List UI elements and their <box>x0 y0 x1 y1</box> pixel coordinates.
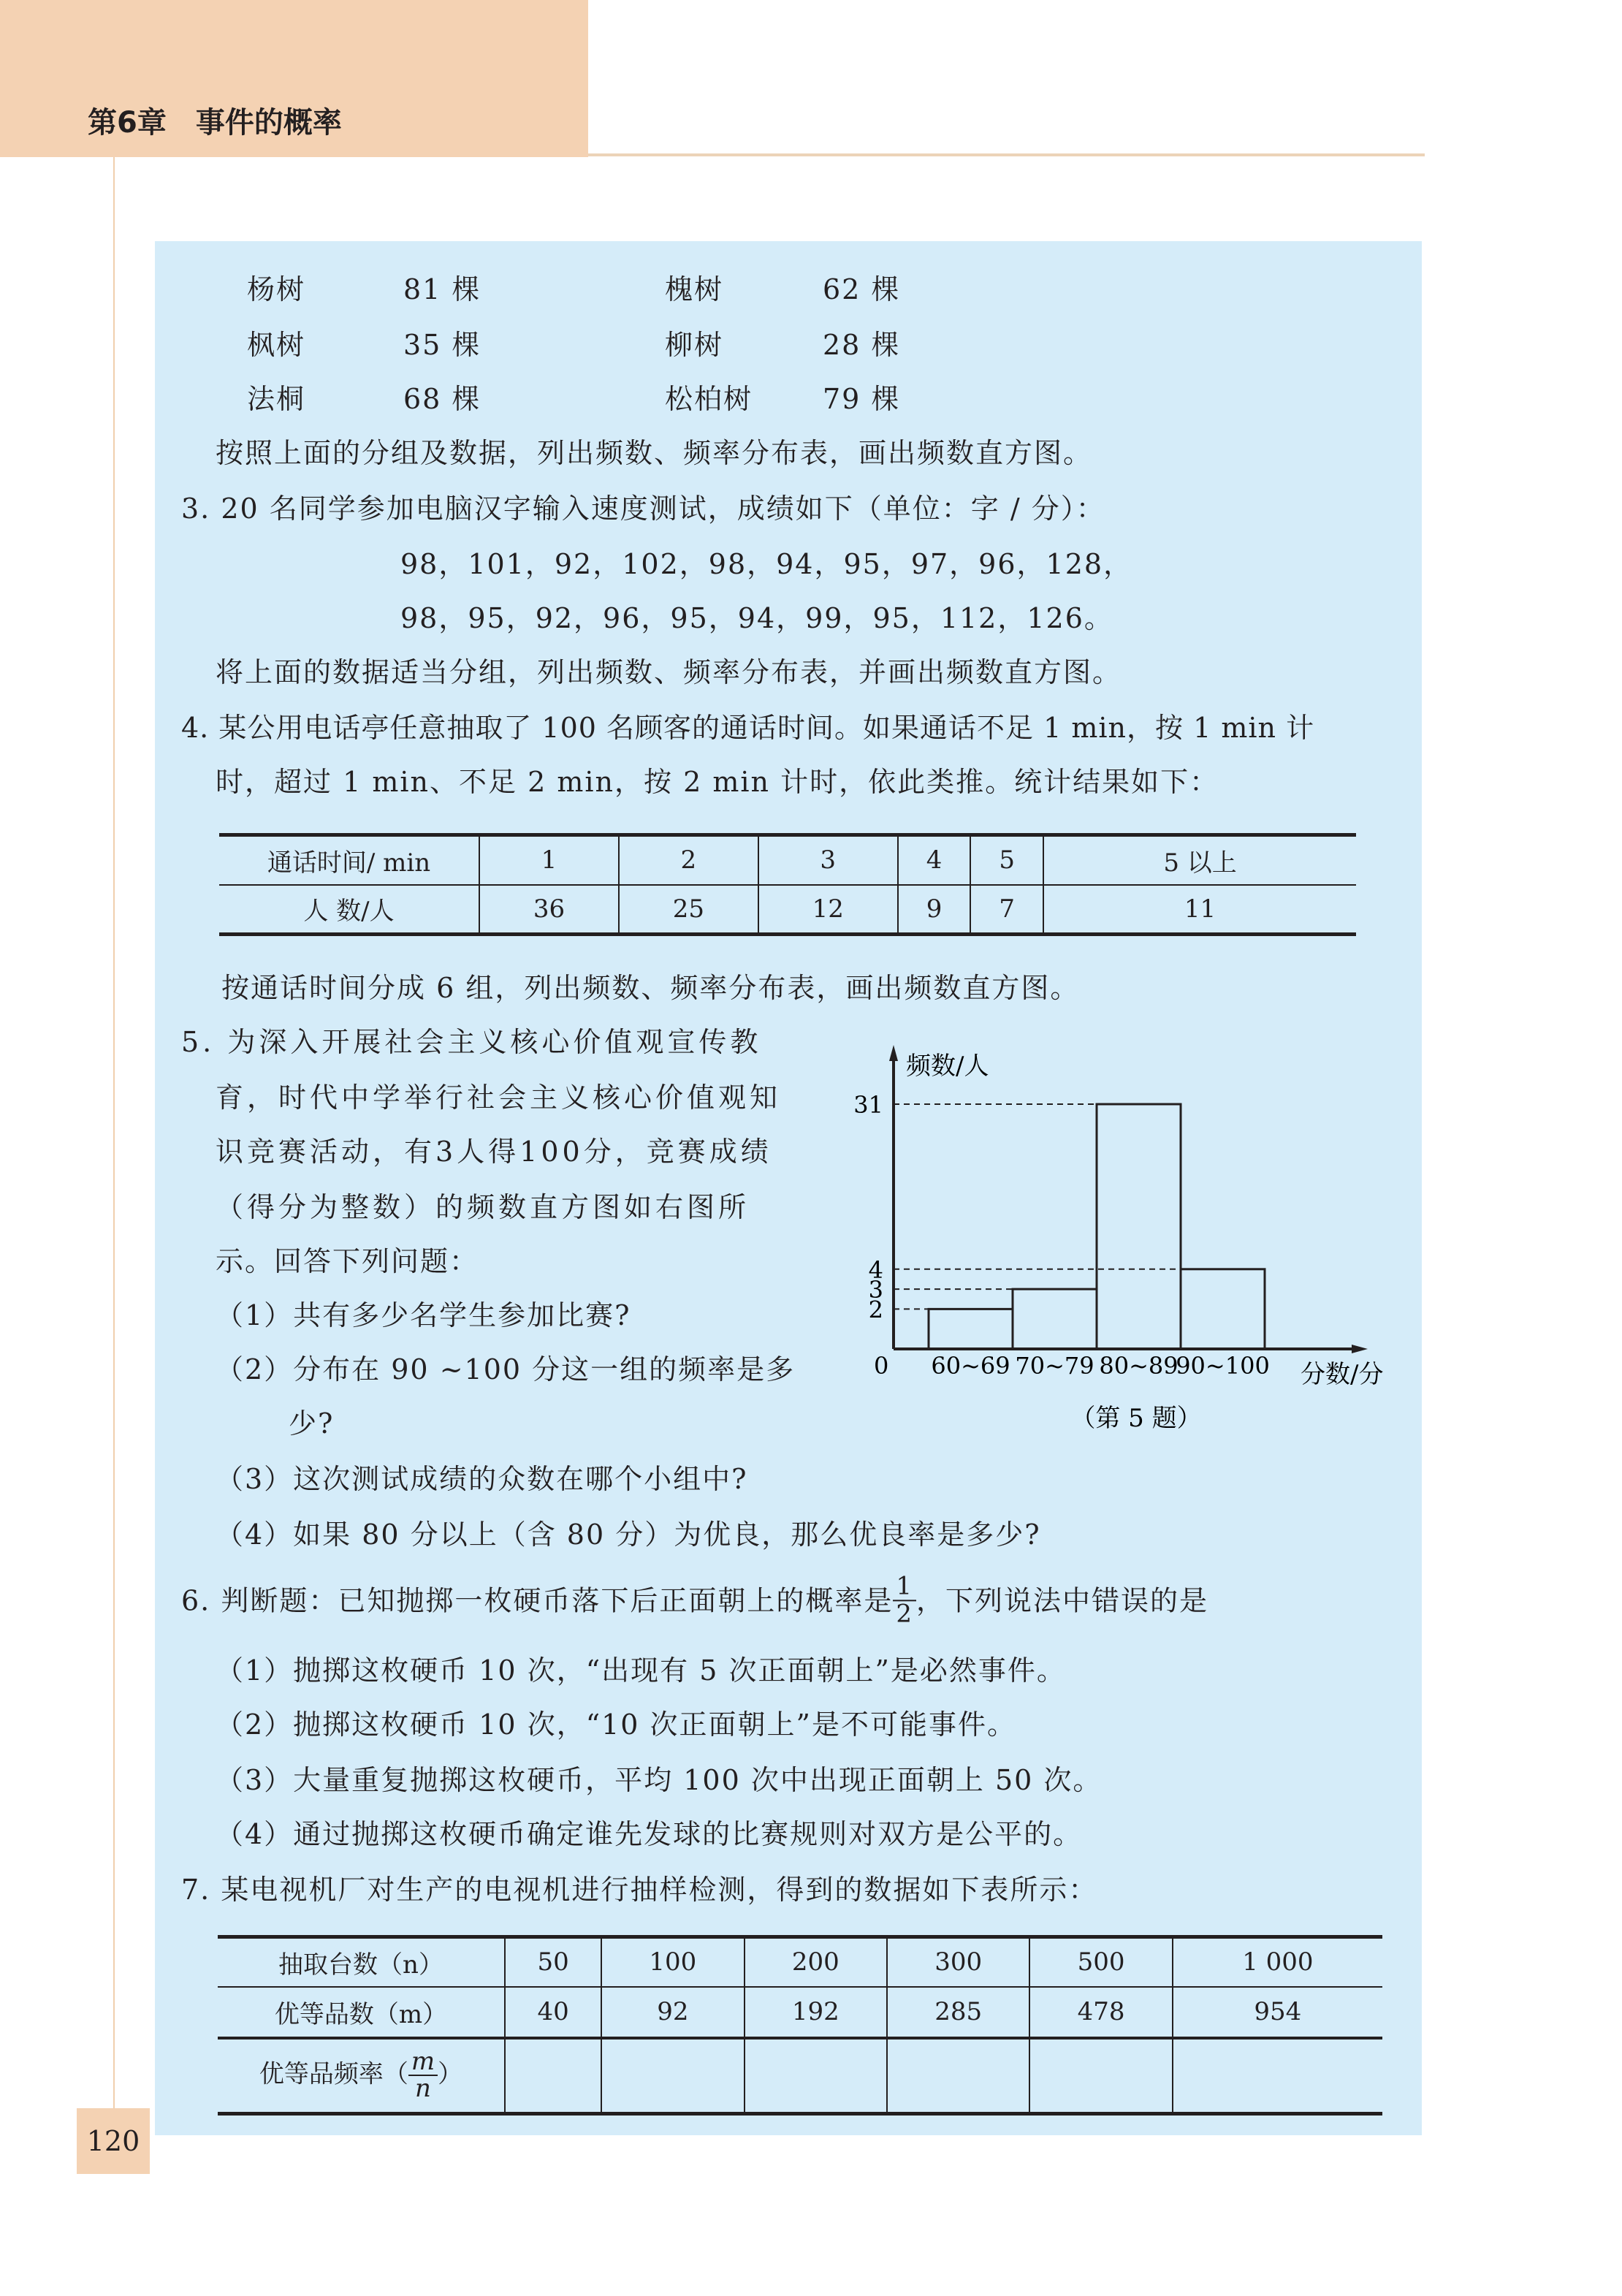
table-header-cell: 抽取台数（n） <box>278 1950 443 1980</box>
chart-caption: （第 5 题） <box>1070 1404 1202 1433</box>
empty-answer-cell[interactable] <box>887 2038 1029 2114</box>
x-axis-arrow-icon <box>1352 1345 1368 1353</box>
y-tick-label: 3 <box>868 1276 883 1304</box>
table-header-cell: 优等品数（m） <box>274 1999 448 2029</box>
q5-sub-cont: 少? <box>289 1407 335 1440</box>
q2-instruction: 按照上面的分组及数据，列出频数、频率分布表，画出频数直方图。 <box>216 437 1093 469</box>
y-tick-label: 2 <box>868 1296 883 1324</box>
table-cell: 4 <box>898 835 971 885</box>
q6-sub: （1）抛掷这枚硬币 10 次，“出现有 5 次正面朝上”是必然事件。 <box>216 1654 1066 1687</box>
tree-name: 杨树 <box>247 273 306 305</box>
x-tick-label: 60~69 <box>931 1352 1010 1380</box>
tree-name: 法桐 <box>247 383 306 415</box>
table-header-cell: 人 数/人 <box>303 897 395 927</box>
histogram-bar <box>929 1309 1013 1349</box>
q5-stem: （得分为整数）的频数直方图如右图所 <box>216 1191 750 1223</box>
q4-stem-cont: 时，超过 1 min、不足 2 min，按 2 min 计时，依此类推。统计结果如下： <box>216 766 1219 798</box>
table-cell: 7 <box>970 885 1043 935</box>
q3-data-line: 98，101，92，102，98，94，95，97，96，128， <box>400 548 1133 580</box>
q6-stem <box>181 1573 1208 1627</box>
q7-stem: 7. 某电视机厂对生产的电视机进行抽样检测，得到的数据如下表所示： <box>181 1874 1098 1906</box>
page-number: 120 <box>77 2108 150 2174</box>
x-axis-label: 分数/分 <box>1301 1360 1384 1389</box>
table-cell: 36 <box>479 885 619 935</box>
q6-sub: （4）通过抛掷这枚硬币确定谁先发球的比赛规则对双方是公平的。 <box>216 1818 1083 1850</box>
q5-sub: （4）如果 80 分以上（含 80 分）为优良，那么优良率是多少? <box>216 1518 1041 1551</box>
table-cell: 3 <box>758 835 898 885</box>
tree-count: 28 棵 <box>823 329 901 361</box>
q6-stem-text: 6. 判断题：已知抛掷一枚硬币落下后正面朝上的概率是 <box>181 1584 894 1616</box>
fraction-numerator: 1 <box>893 1573 916 1601</box>
tree-count: 79 棵 <box>823 383 901 415</box>
q5-stem: 育，时代中学举行社会主义核心价值观知 <box>216 1082 782 1114</box>
empty-answer-cell[interactable] <box>1029 2038 1172 2114</box>
table-cell: 11 <box>1043 885 1356 935</box>
histogram-bar <box>1181 1269 1265 1349</box>
tree-name: 枫树 <box>247 329 306 361</box>
histogram-bar <box>1013 1289 1097 1349</box>
q4-stem: 4. 某公用电话亭任意抽取了 100 名顾客的通话时间。如果通话不足 1 min，按 1 min 计 <box>181 712 1315 744</box>
y-tick-label: 31 <box>853 1091 883 1119</box>
fraction-m-over-n <box>408 2046 438 2104</box>
tv-sampling-table <box>218 1935 1382 2116</box>
q5-sub: （3）这次测试成绩的众数在哪个小组中? <box>216 1463 748 1495</box>
x-tick-label: 80~89 <box>1099 1352 1179 1380</box>
table-cell: 9 <box>898 885 971 935</box>
y-tick-label: 4 <box>868 1255 883 1284</box>
empty-answer-cell[interactable] <box>601 2038 744 2114</box>
tree-count: 68 棵 <box>403 383 481 415</box>
origin-label: 0 <box>874 1352 889 1380</box>
table-cell: 500 <box>1029 1937 1172 1987</box>
histogram-bar <box>1097 1104 1181 1349</box>
tree-count: 81 棵 <box>403 273 481 305</box>
tree-name: 柳树 <box>665 329 724 361</box>
y-axis-label: 频数/人 <box>906 1052 989 1081</box>
tree-name: 槐树 <box>665 273 724 305</box>
table-cell: 40 <box>505 1987 601 2038</box>
table-header-cell <box>218 2038 505 2114</box>
x-tick-label: 70~79 <box>1015 1352 1094 1380</box>
table-cell: 478 <box>1029 1987 1172 2038</box>
fraction-one-half <box>893 1573 916 1627</box>
tree-count: 62 棵 <box>823 273 901 305</box>
table-cell: 954 <box>1173 1987 1382 2038</box>
empty-answer-cell[interactable] <box>745 2038 887 2114</box>
table-cell: 300 <box>887 1937 1029 1987</box>
tree-count: 35 棵 <box>403 329 481 361</box>
x-tick-label: 90~100 <box>1176 1352 1270 1380</box>
table-cell: 200 <box>745 1937 887 1987</box>
table-cell: 285 <box>887 1987 1029 2038</box>
table-cell: 5 <box>970 835 1043 885</box>
table-cell: 92 <box>601 1987 744 2038</box>
table-cell: 5 以上 <box>1043 835 1356 885</box>
q5-stem: 5. 为深入开展社会主义核心价值观宣传教 <box>181 1026 762 1058</box>
fraction-numerator: m <box>408 2049 438 2077</box>
table-cell: 192 <box>745 1987 887 2038</box>
q6-sub: （3）大量重复抛掷这枚硬币，平均 100 次中出现正面朝上 50 次。 <box>216 1764 1103 1796</box>
table-cell: 1 <box>479 835 619 885</box>
table-cell: 1 000 <box>1173 1937 1382 1987</box>
q5-sub: （2）分布在 90 ~100 分这一组的频率是多 <box>216 1353 796 1385</box>
q5-stem: 识竞赛活动，有3人得100分，竞赛成绩 <box>216 1136 772 1168</box>
chapter-title: 第6章 事件的概率 <box>88 106 342 140</box>
table-cell: 100 <box>601 1937 744 1987</box>
q3-instruction: 将上面的数据适当分组，列出频数、频率分布表，并画出频数直方图。 <box>216 656 1122 688</box>
row-label: 优等品频率（ <box>259 2059 408 2089</box>
empty-answer-cell[interactable] <box>1173 2038 1382 2114</box>
y-axis-arrow-icon <box>889 1045 898 1061</box>
fraction-denominator: n <box>415 2074 431 2104</box>
table-cell: 50 <box>505 1937 601 1987</box>
q4-instruction: 按通话时间分成 6 组，列出频数、频率分布表，画出频数直方图。 <box>221 972 1080 1004</box>
fraction-denominator: 2 <box>896 1599 913 1628</box>
tree-name: 松柏树 <box>665 383 753 415</box>
q3-stem: 3. 20 名同学参加电脑汉字输入速度测试，成绩如下（单位：字 / 分）： <box>181 493 1105 525</box>
q5-sub: （1）共有多少名学生参加比赛? <box>216 1299 631 1331</box>
q3-data-line: 98，95，92，96，95，94，99，95，112，126。 <box>400 602 1113 634</box>
table-cell: 12 <box>758 885 898 935</box>
q6-stem-text: ，下列说法中错误的是 <box>915 1584 1208 1616</box>
q6-sub: （2）抛掷这枚硬币 10 次，“10 次正面朝上”是不可能事件。 <box>216 1708 1016 1741</box>
table-cell: 2 <box>619 835 758 885</box>
empty-answer-cell[interactable] <box>505 2038 601 2114</box>
table-cell: 25 <box>619 885 758 935</box>
table-header-cell: 通话时间/ min <box>267 848 431 878</box>
row-label-close: ） <box>438 2059 463 2089</box>
q5-stem: 示。回答下列问题： <box>216 1245 479 1277</box>
